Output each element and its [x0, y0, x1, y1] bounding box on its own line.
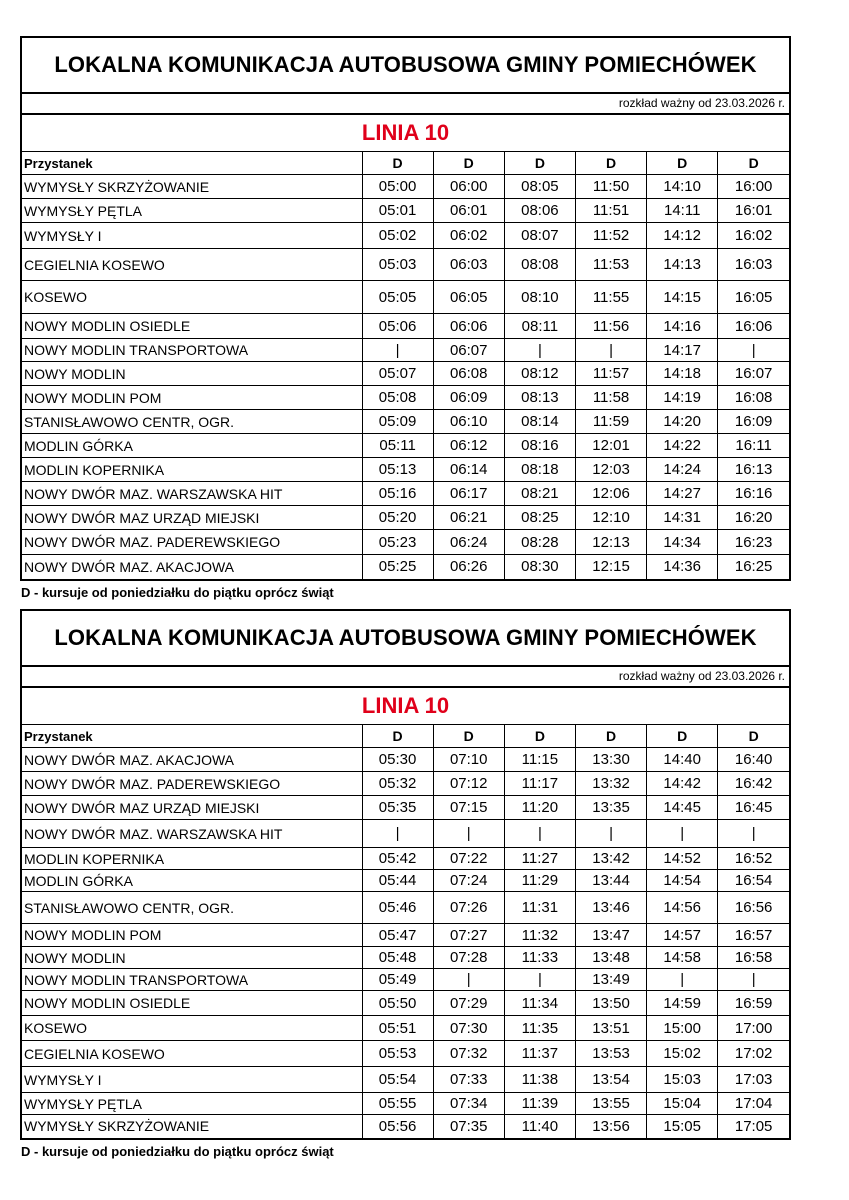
departure-time: 11:56	[575, 314, 646, 339]
validity-date: rozkład ważny od 23.03.2026 r.	[22, 667, 789, 688]
departure-time: 06:08	[433, 362, 504, 386]
departure-time: |	[433, 820, 504, 848]
departure-time: 14:59	[647, 991, 718, 1016]
stop-name: WYMYSŁY I	[22, 1067, 362, 1093]
departure-time: 06:05	[433, 281, 504, 314]
departure-time: 11:39	[504, 1093, 575, 1115]
departure-time: 06:21	[433, 506, 504, 530]
departure-time: 05:03	[362, 249, 433, 281]
departure-time: 16:59	[718, 991, 789, 1016]
departure-time: 13:53	[575, 1041, 646, 1067]
departure-time: 05:50	[362, 991, 433, 1016]
stop-name: WYMYSŁY SKRZYŻOWANIE	[22, 175, 362, 199]
stop-name: NOWY MODLIN OSIEDLE	[22, 991, 362, 1016]
departure-time: 08:30	[504, 555, 575, 579]
departure-time: 16:23	[718, 530, 789, 555]
stop-name: NOWY DWÓR MAZ. PADEREWSKIEGO	[22, 530, 362, 555]
table-row	[22, 1067, 789, 1093]
departure-time: 07:29	[433, 991, 504, 1016]
day-column-header: D	[433, 725, 504, 748]
departure-time: 16:16	[718, 482, 789, 506]
departure-time: 08:21	[504, 482, 575, 506]
departure-time: 05:23	[362, 530, 433, 555]
table-row	[22, 281, 789, 314]
stop-name: NOWY DWÓR MAZ. AKACJOWA	[22, 555, 362, 579]
departure-time: 14:11	[647, 199, 718, 223]
timetable-outbound	[20, 36, 791, 600]
stop-column-header: Przystanek	[22, 725, 362, 748]
departure-time: 11:52	[575, 223, 646, 249]
departure-time: 13:56	[575, 1115, 646, 1138]
departure-time: 11:53	[575, 249, 646, 281]
schedule-table	[22, 725, 789, 1138]
departure-time: 08:08	[504, 249, 575, 281]
departure-time: 16:11	[718, 434, 789, 458]
departure-time: 05:11	[362, 434, 433, 458]
stop-name: NOWY MODLIN	[22, 947, 362, 969]
departure-time: |	[504, 339, 575, 362]
departure-time: 13:48	[575, 947, 646, 969]
departure-time: 13:42	[575, 848, 646, 870]
departure-time: 14:10	[647, 175, 718, 199]
departure-time: 14:13	[647, 249, 718, 281]
table-row	[22, 434, 789, 458]
departure-time: 17:05	[734, 1117, 773, 1135]
departure-time: |	[718, 820, 789, 848]
departure-time: 05:47	[362, 924, 433, 947]
departure-time: 06:03	[433, 249, 504, 281]
departure-time: 14:45	[647, 796, 718, 820]
table-row	[22, 870, 789, 892]
departure-time: 16:03	[718, 249, 789, 281]
departure-time: 11:37	[504, 1041, 575, 1067]
departure-time: 16:01	[718, 199, 789, 223]
departure-time: 11:38	[504, 1067, 575, 1093]
departure-time: 11:29	[504, 870, 575, 892]
departure-time: 12:13	[575, 530, 646, 555]
departure-time: 07:33	[433, 1067, 504, 1093]
day-column-header: D	[647, 152, 718, 175]
departure-time: 05:54	[362, 1067, 433, 1093]
departure-time: 16:45	[718, 796, 789, 820]
departure-time: 08:25	[504, 506, 575, 530]
departure-time: |	[647, 820, 718, 848]
stop-name: STANISŁAWOWO CENTR, OGR.	[22, 410, 362, 434]
validity-date: rozkład ważny od 23.03.2026 r.	[22, 94, 789, 115]
table-row	[22, 1115, 789, 1138]
departure-time: 16:09	[718, 410, 789, 434]
departure-time: 16:56	[718, 892, 789, 924]
departure-time: 11:15	[504, 748, 575, 772]
day-column-header: D	[504, 152, 575, 175]
day-column-header: D	[718, 725, 789, 748]
stop-name: KOSEWO	[22, 1016, 362, 1041]
table-row	[22, 1093, 789, 1115]
departure-time: 13:55	[575, 1093, 646, 1115]
departure-time: 16:13	[718, 458, 789, 482]
departure-time: |	[647, 969, 718, 991]
departure-time: 07:32	[433, 1041, 504, 1067]
timetable-frame	[20, 609, 791, 1140]
stop-name: WYMYSŁY I	[22, 223, 362, 249]
stop-name: CEGIELNIA KOSEWO	[22, 1041, 362, 1067]
departure-time: 16:00	[718, 175, 789, 199]
departure-time: 11:50	[575, 175, 646, 199]
table-row	[22, 991, 789, 1016]
departure-time: 07:27	[433, 924, 504, 947]
table-row	[22, 314, 789, 339]
stop-name: WYMYSŁY PĘTLA	[22, 199, 362, 223]
departure-time: 05:20	[362, 506, 433, 530]
table-row	[22, 199, 789, 223]
stop-name: NOWY MODLIN TRANSPORTOWA	[22, 969, 362, 991]
table-header-row	[22, 152, 789, 175]
stop-name: NOWY MODLIN TRANSPORTOWA	[22, 339, 362, 362]
table-row	[22, 506, 789, 530]
departure-time: |	[575, 820, 646, 848]
table-row	[22, 249, 789, 281]
departure-time: 11:35	[504, 1016, 575, 1041]
line-label: LINIA 10	[22, 688, 789, 725]
departure-time: 05:46	[362, 892, 433, 924]
departure-time: 05:25	[362, 555, 433, 579]
departure-time: 14:40	[647, 748, 718, 772]
departure-time: 14:58	[647, 947, 718, 969]
stop-name: MODLIN KOPERNIKA	[22, 458, 362, 482]
departure-time: 05:06	[362, 314, 433, 339]
departure-time: 05:07	[362, 362, 433, 386]
table-row	[22, 482, 789, 506]
departure-time: 08:13	[504, 386, 575, 410]
departure-time: 11:32	[504, 924, 575, 947]
stop-name: MODLIN GÓRKA	[22, 870, 362, 892]
stop-name: NOWY MODLIN	[22, 362, 362, 386]
departure-time: 06:02	[433, 223, 504, 249]
departure-time: 07:10	[433, 748, 504, 772]
departure-time: |	[575, 339, 646, 362]
departure-time: 11:58	[575, 386, 646, 410]
departure-time: 17:03	[718, 1067, 789, 1093]
departure-time: |	[504, 969, 575, 991]
stop-name: NOWY DWÓR MAZ. PADEREWSKIEGO	[22, 772, 362, 796]
departure-time: 14:31	[647, 506, 718, 530]
stop-name: MODLIN KOPERNIKA	[22, 848, 362, 870]
departure-time: |	[362, 339, 433, 362]
stop-name: NOWY MODLIN POM	[22, 386, 362, 410]
stop-name: NOWY DWÓR MAZ URZĄD MIEJSKI	[22, 506, 362, 530]
day-column-header: D	[504, 725, 575, 748]
departure-time: 14:24	[647, 458, 718, 482]
stop-name: CEGIELNIA KOSEWO	[22, 249, 362, 281]
table-row	[22, 924, 789, 947]
departure-time: 05:00	[362, 175, 433, 199]
departure-time: |	[718, 339, 789, 362]
stop-name: NOWY DWÓR MAZ. WARSZAWSKA HIT	[22, 482, 362, 506]
departure-time: 07:15	[433, 796, 504, 820]
departure-time: 12:03	[575, 458, 646, 482]
departure-time: 08:11	[504, 314, 575, 339]
stop-name: NOWY DWÓR MAZ URZĄD MIEJSKI	[22, 796, 362, 820]
table-row	[22, 892, 789, 924]
departure-time: 17:00	[718, 1016, 789, 1041]
stop-name: MODLIN GÓRKA	[22, 434, 362, 458]
departure-time: 12:15	[575, 555, 646, 579]
table-row	[22, 969, 789, 991]
departure-time: 07:28	[433, 947, 504, 969]
departure-time: 06:14	[433, 458, 504, 482]
departure-time: 07:35	[433, 1115, 504, 1138]
stop-name: NOWY MODLIN POM	[22, 924, 362, 947]
departure-time: 05:42	[362, 848, 433, 870]
departure-time: 05:32	[362, 772, 433, 796]
departure-time: 14:54	[647, 870, 718, 892]
departure-time: 05:08	[362, 386, 433, 410]
table-row	[22, 1041, 789, 1067]
departure-time: 13:32	[575, 772, 646, 796]
departure-time: 13:51	[575, 1016, 646, 1041]
departure-time: |	[362, 820, 433, 848]
schedule-body	[22, 748, 789, 1138]
stop-name: WYMYSŁY SKRZYŻOWANIE	[22, 1115, 362, 1138]
table-row	[22, 820, 789, 848]
departure-time: 05:55	[362, 1093, 433, 1115]
departure-time: 15:02	[647, 1041, 718, 1067]
departure-time: 14:17	[647, 339, 718, 362]
day-column-header: D	[433, 152, 504, 175]
departure-time: 16:06	[718, 314, 789, 339]
departure-time: 05:56	[362, 1115, 433, 1138]
departure-time: 06:26	[433, 555, 504, 579]
departure-time: 07:24	[433, 870, 504, 892]
departure-time: 08:16	[504, 434, 575, 458]
departure-time: 16:54	[718, 870, 789, 892]
table-row	[22, 772, 789, 796]
departure-time: 14:22	[647, 434, 718, 458]
departure-time: 05:16	[362, 482, 433, 506]
departure-time: 08:07	[504, 223, 575, 249]
departure-time: 14:15	[647, 281, 718, 314]
page-title: LOKALNA KOMUNIKACJA AUTOBUSOWA GMINY POMIECHÓWEK	[22, 611, 789, 667]
departure-time: 08:14	[504, 410, 575, 434]
departure-time: 08:12	[504, 362, 575, 386]
stop-name: NOWY MODLIN OSIEDLE	[22, 314, 362, 339]
table-row	[22, 410, 789, 434]
departure-time: 11:55	[575, 281, 646, 314]
departure-time: 07:30	[433, 1016, 504, 1041]
table-row	[22, 175, 789, 199]
table-header-row	[22, 725, 789, 748]
day-column-header: D	[575, 152, 646, 175]
table-row	[22, 458, 789, 482]
departure-time: 16:05	[718, 281, 789, 314]
departure-time: 11:33	[504, 947, 575, 969]
departure-time: 11:17	[504, 772, 575, 796]
table-row	[22, 555, 789, 579]
departure-time: 14:12	[647, 223, 718, 249]
day-column-header: D	[647, 725, 718, 748]
table-row	[22, 530, 789, 555]
stop-column-header: Przystanek	[22, 152, 362, 175]
departure-time: 16:08	[718, 386, 789, 410]
table-row	[22, 748, 789, 772]
departure-time: 14:36	[647, 555, 718, 579]
departure-time: 05:09	[362, 410, 433, 434]
departure-time: 16:57	[718, 924, 789, 947]
departure-time: 12:01	[575, 434, 646, 458]
departure-time: 13:30	[575, 748, 646, 772]
table-row	[22, 339, 789, 362]
departure-time: 17:04	[718, 1093, 789, 1115]
departure-time: 05:13	[362, 458, 433, 482]
departure-time: 15:03	[647, 1067, 718, 1093]
departure-time: |	[504, 820, 575, 848]
departure-time: 05:44	[362, 870, 433, 892]
departure-time: 05:30	[362, 748, 433, 772]
departure-time: 17:02	[718, 1041, 789, 1067]
departure-time: 16:42	[718, 772, 789, 796]
footnote: D - kursuje od poniedziałku do piątku oprócz świąt	[21, 584, 334, 600]
departure-time: 06:24	[433, 530, 504, 555]
departure-time: 05:49	[362, 969, 433, 991]
day-column-header: D	[362, 725, 433, 748]
departure-time: 14:57	[647, 924, 718, 947]
departure-time: |	[433, 969, 504, 991]
schedule-body	[22, 175, 789, 579]
departure-time: 06:00	[433, 175, 504, 199]
departure-time: 16:58	[718, 947, 789, 969]
departure-time: 05:48	[362, 947, 433, 969]
departure-time: 14:19	[647, 386, 718, 410]
departure-time: 11:34	[504, 991, 575, 1016]
departure-time: 08:10	[504, 281, 575, 314]
departure-time: 07:26	[433, 892, 504, 924]
departure-time: 11:20	[504, 796, 575, 820]
departure-time: 13:46	[575, 892, 646, 924]
stop-name: STANISŁAWOWO CENTR, OGR.	[22, 892, 362, 924]
departure-time: 13:44	[575, 870, 646, 892]
departure-time: 16:52	[718, 848, 789, 870]
departure-time: 05:35	[362, 796, 433, 820]
departure-time: 06:17	[433, 482, 504, 506]
table-row	[22, 362, 789, 386]
departure-time: 11:59	[575, 410, 646, 434]
departure-time: 14:56	[647, 892, 718, 924]
departure-time: 08:06	[504, 199, 575, 223]
departure-time: 07:22	[433, 848, 504, 870]
departure-time: 06:09	[433, 386, 504, 410]
departure-time: 13:54	[575, 1067, 646, 1093]
departure-time: 14:27	[647, 482, 718, 506]
departure-time: 14:20	[647, 410, 718, 434]
stop-name: KOSEWO	[22, 281, 362, 314]
stop-name: NOWY DWÓR MAZ. WARSZAWSKA HIT	[22, 820, 362, 848]
stop-name: NOWY DWÓR MAZ. AKACJOWA	[22, 748, 362, 772]
table-row	[22, 947, 789, 969]
departure-time: 11:40	[504, 1115, 575, 1138]
stop-name: WYMYSŁY PĘTLA	[22, 1093, 362, 1115]
departure-time: 16:20	[718, 506, 789, 530]
departure-time: 05:01	[362, 199, 433, 223]
line-label: LINIA 10	[22, 115, 789, 152]
departure-time: 16:40	[718, 748, 789, 772]
departure-time: 11:57	[575, 362, 646, 386]
departure-time: 15:04	[647, 1093, 718, 1115]
table-row	[22, 223, 789, 249]
timetable-return	[20, 609, 791, 1159]
departure-time: 05:05	[362, 281, 433, 314]
table-row	[22, 796, 789, 820]
table-row	[22, 1016, 789, 1041]
timetable-frame	[20, 36, 791, 581]
departure-time: 06:10	[433, 410, 504, 434]
departure-time: 06:01	[433, 199, 504, 223]
departure-time: 07:34	[433, 1093, 504, 1115]
footnote: D - kursuje od poniedziałku do piątku oprócz świąt	[21, 1143, 334, 1159]
departure-time: 07:12	[433, 772, 504, 796]
departure-time: 05:02	[362, 223, 433, 249]
departure-time: 11:31	[504, 892, 575, 924]
departure-time: 08:05	[504, 175, 575, 199]
departure-time: 15:05	[647, 1115, 718, 1138]
departure-time: 11:51	[575, 199, 646, 223]
table-row	[22, 848, 789, 870]
schedule-table	[22, 152, 789, 579]
departure-time: 05:51	[362, 1016, 433, 1041]
day-column-header: D	[575, 725, 646, 748]
departure-time: 14:52	[647, 848, 718, 870]
departure-time: 14:16	[647, 314, 718, 339]
day-column-header: D	[718, 152, 789, 175]
departure-time: 14:34	[647, 530, 718, 555]
departure-time: 13:50	[575, 991, 646, 1016]
departure-time: 12:10	[575, 506, 646, 530]
page-title: LOKALNA KOMUNIKACJA AUTOBUSOWA GMINY POMIECHÓWEK	[22, 38, 789, 94]
departure-time: 16:25	[734, 558, 773, 576]
departure-time: 14:18	[647, 362, 718, 386]
departure-time: 14:42	[647, 772, 718, 796]
departure-time: 06:12	[433, 434, 504, 458]
departure-time: 16:07	[718, 362, 789, 386]
departure-time: 08:28	[504, 530, 575, 555]
departure-time: |	[718, 969, 789, 991]
departure-time: 13:49	[575, 969, 646, 991]
departure-time: 05:53	[362, 1041, 433, 1067]
departure-time: 13:35	[575, 796, 646, 820]
departure-time: 16:02	[718, 223, 789, 249]
table-row	[22, 386, 789, 410]
departure-time: 06:06	[433, 314, 504, 339]
departure-time: 13:47	[575, 924, 646, 947]
day-column-header: D	[362, 152, 433, 175]
departure-time: 15:00	[647, 1016, 718, 1041]
departure-time: 08:18	[504, 458, 575, 482]
departure-time: 06:07	[433, 339, 504, 362]
departure-time: 11:27	[504, 848, 575, 870]
departure-time: 12:06	[575, 482, 646, 506]
